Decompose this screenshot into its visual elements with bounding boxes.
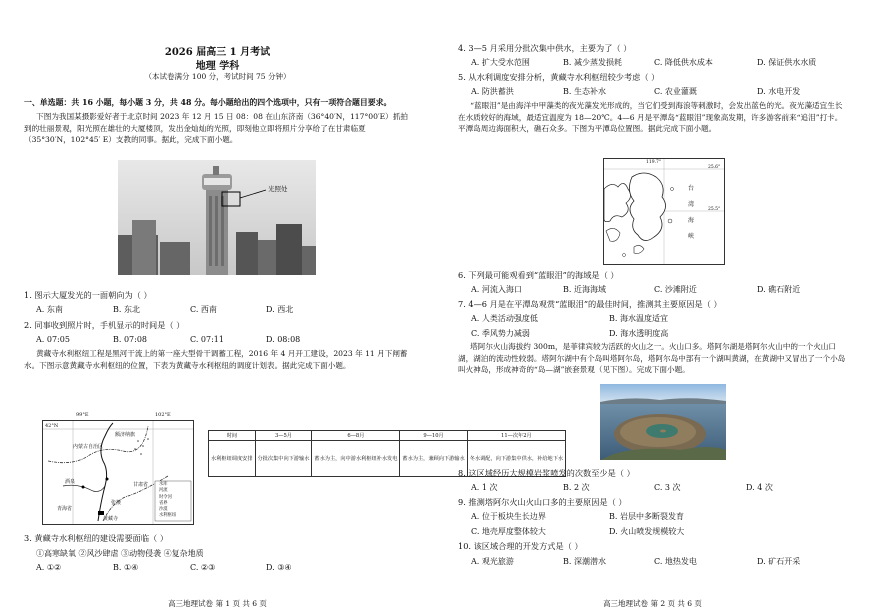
q1-option-a[interactable]: A. 东南 xyxy=(36,305,63,314)
q6-option-d[interactable]: D. 礁石附近 xyxy=(757,285,801,294)
legend-item-province-border: 省界 xyxy=(159,500,168,506)
exam-note: （本试卷满分 100 分，考试时间 75 分钟） xyxy=(144,72,291,81)
q5-option-a[interactable]: A. 防洪蓄洪 xyxy=(471,87,514,96)
question-10: 10. 该区域合理的开发方式是（ ） xyxy=(458,541,583,551)
q7-option-b[interactable]: B. 海水温度适宜 xyxy=(609,314,668,323)
map-lat-42: 42°N xyxy=(45,423,59,429)
q5-option-b[interactable]: B. 生态补水 xyxy=(563,87,606,96)
q8-option-a[interactable]: A. 1 次 xyxy=(471,483,498,492)
table-header-mar-may: 3—5月 xyxy=(255,431,312,441)
q5-option-c[interactable]: C. 农业灌溉 xyxy=(654,87,697,96)
q5-option-d[interactable]: D. 水电开发 xyxy=(757,87,801,96)
question-8: 8. 这区域经历大规模岩浆喷发的次数至少是（ ） xyxy=(458,468,635,478)
reservoir-location-map xyxy=(42,412,194,525)
legend-item-river: 河流 xyxy=(159,488,168,494)
map-city-zhangye: 张掖 xyxy=(111,500,122,506)
map2-lat-label-2: 25.5° xyxy=(708,207,721,212)
q3-statements: ①高寒缺氧 ②风沙肆虐 ③动物侵袭 ④复杂地质 xyxy=(36,549,204,558)
map-region-gansu: 甘肃省 xyxy=(133,482,149,488)
table-cell-sep-oct: 蓄水为主，兼顾向下游输水 xyxy=(400,441,467,477)
map2-lat-label-1: 25.6° xyxy=(708,165,721,170)
question-7: 7. 4—6 月是在平潭岛观赏“蓝眼泪”的最佳时间，推测其主要原因是（ ） xyxy=(458,299,722,309)
question-9: 9. 推测塔阿尔火山火山口多的主要原因是（ ） xyxy=(458,497,627,507)
q10-option-b[interactable]: B. 深潮潜水 xyxy=(563,557,606,566)
q2-option-d[interactable]: D. 08:08 xyxy=(266,335,301,344)
exam-title: 2026 届高三 1 月考试 xyxy=(164,47,271,58)
q9-option-d[interactable]: D. 火山喷发规模较大 xyxy=(609,527,685,536)
q7-option-d[interactable]: D. 海水透明度高 xyxy=(609,329,669,338)
taal-volcano-photo xyxy=(600,384,726,460)
q8-option-c[interactable]: C. 3 次 xyxy=(654,483,681,492)
question-1: 1. 图示大厦发光的一面朝向为（ ） xyxy=(24,290,152,300)
map-lon-102: 102°E xyxy=(155,412,171,418)
q10-option-c[interactable]: C. 地热发电 xyxy=(654,557,697,566)
q7-option-c[interactable]: C. 季风势力减弱 xyxy=(471,329,530,338)
q1-option-b[interactable]: B. 东北 xyxy=(113,305,140,314)
q3-option-c[interactable]: C. ②③ xyxy=(190,563,216,572)
map-city-ejina: 额济纳旗 xyxy=(115,432,136,438)
table-header-nov-feb: 11—次年2月 xyxy=(467,431,565,441)
intro-passage-3: “蓝眼泪”是由海洋中甲藻类的夜光藻发光形成的，当它们受到海浪等刺激时，会发出蓝色的光。夜光藻适宜生长在水质较好的海域，最适宜温度为 18—20℃。4—6 月是平潭岛“蓝眼泪”现象高发期，许多游客前来“追泪”打卡。平潭岛周边海面积大，礁石众多。下图为平潭岛位置图。据此完成下面小题。 xyxy=(458,101,843,133)
table-cell-mar-may: 分批次集中向下游输水 xyxy=(255,441,312,477)
question-6: 6. 下列最可能观看到“蓝眼泪”的海域是（ ） xyxy=(458,270,619,280)
q2-option-b[interactable]: B. 07:08 xyxy=(113,335,148,344)
photo-label: 光照处 xyxy=(268,185,288,193)
table-cell-nov-feb: 冬水调配，向下游集中供水，补给地下水 xyxy=(467,441,565,477)
q9-option-b[interactable]: B. 岩层中多断裂发育 xyxy=(609,512,684,521)
exam-subject: 地理 学科 xyxy=(195,61,240,72)
q6-option-a[interactable]: A. 河流入海口 xyxy=(471,285,522,294)
intro-passage-1: 下图为我国某摄影爱好者于北京时间 2023 年 12 月 15 日 08：08 在山东济南（36°40′N，117°00′E）抓拍到的壮丽景观，阳光照在雄壮的大厦楼顶，发出金灿灿的光照，即刻他立即将照片分享给了在甘肃临夏（35°30′N，102°45′ E）支教的同事。据此，完成下面小题。 xyxy=(24,112,408,144)
q4-option-c[interactable]: C. 降低供水成本 xyxy=(654,58,713,67)
intro-passage-2: 黄藏寺水利枢纽工程是黑河干流上的第一座大型骨干调蓄工程，2016 年 4 月开工建设，2023 年 11 月下闸蓄水。下图示意黄藏寺水利枢纽的位置，下表为黄藏寺水利枢纽的调度计划表。据此完成下面小题。 xyxy=(24,349,408,370)
q4-option-d[interactable]: D. 保证供水水质 xyxy=(757,58,817,67)
question-4: 4. 3—5 月采用分批次集中供水，主要为了（ ） xyxy=(458,43,632,53)
map-city-huangzangsi: 黄藏寺 xyxy=(103,516,119,522)
q8-option-d[interactable]: D. 4 次 xyxy=(746,483,773,492)
legend-item-hydro-hub: 水利枢纽 xyxy=(159,513,177,519)
legend-item-desert: 沙漠 xyxy=(159,507,168,513)
map-region-inner-mongolia: 内蒙古自治区 xyxy=(73,444,104,450)
map2-lon-label: 119.7° xyxy=(646,160,662,165)
legend-item-seasonal-river: 时令河 xyxy=(159,494,172,500)
table-header-time: 时间 xyxy=(209,431,256,441)
q10-option-a[interactable]: A. 观光旅游 xyxy=(471,557,514,566)
q6-option-c[interactable]: C. 沙滩附近 xyxy=(654,285,697,294)
table-header-sep-oct: 9—10月 xyxy=(400,431,467,441)
intro-passage-4: 塔阿尔火山海拔约 300m，是菲律宾较为活跃的火山之一。火山口多。塔阿尔湖是塔阿尔火山中的一个火山口湖，湖泊的流动性较弱。塔阿尔湖中有个岛叫塔阿尔岛，塔阿尔岛中部有一个湖叫黄湖，在黄湖中又冒出了一个小岛叫火神岛，形成神奇的“岛—湖”嵌套景观（见下图）。完成下面小题。 xyxy=(458,342,846,374)
q1-option-d[interactable]: D. 西北 xyxy=(266,305,294,314)
pingtan-island-map xyxy=(603,158,725,265)
legend-item-reservoir: 水库 xyxy=(159,482,168,487)
page-footer-2: 高三地理试卷 第 2 页 共 6 页 xyxy=(603,599,702,608)
exam-page-2 xyxy=(435,0,870,615)
q1-option-c[interactable]: C. 西南 xyxy=(190,305,217,314)
map2-strait-label: 台湾海峡 xyxy=(688,185,695,240)
table-cell-jun-aug: 蓄水为主，向中游水利枢纽补水发电 xyxy=(312,441,400,477)
q3-option-d[interactable]: D. ③④ xyxy=(266,563,292,572)
q7-option-a[interactable]: A. 人类活动强度低 xyxy=(471,314,538,323)
table-header-jun-aug: 6—8月 xyxy=(312,431,400,441)
building-photo xyxy=(118,160,316,275)
q3-option-b[interactable]: B. ①④ xyxy=(113,563,139,572)
page-footer-1: 高三地理试卷 第 1 页 共 6 页 xyxy=(168,599,267,608)
q9-option-c[interactable]: C. 地壳厚度整体较大 xyxy=(471,527,546,536)
q2-option-c[interactable]: C. 07:11 xyxy=(190,335,224,344)
q4-option-b[interactable]: B. 减少蒸发损耗 xyxy=(563,58,622,67)
map-lon-99: 99°E xyxy=(76,412,89,418)
q8-option-b[interactable]: B. 2 次 xyxy=(563,483,590,492)
question-3: 3. 黄藏寺水利枢纽的建设需要面临（ ） xyxy=(24,533,169,543)
q2-option-a[interactable]: A. 07:05 xyxy=(36,335,70,344)
map-legend xyxy=(159,482,191,520)
q4-option-a[interactable]: A. 扩大受水范围 xyxy=(471,58,530,67)
q10-option-d[interactable]: D. 矿石开采 xyxy=(757,557,801,566)
map-region-qinghai: 青海省 xyxy=(57,506,73,512)
q9-option-a[interactable]: A. 位于板块生长边界 xyxy=(471,512,546,521)
q6-option-b[interactable]: B. 近海海域 xyxy=(563,285,606,294)
question-2: 2. 同事收到照片时，手机显示的时间是（ ） xyxy=(24,320,185,330)
table-row-label: 水利枢纽调度安排 xyxy=(209,441,256,477)
section-heading: 一、单选题：共 16 小题，每小题 3 分，共 48 分。每小题给出的四个选项中，只有一项符合题目要求。 xyxy=(24,98,392,107)
q3-option-a[interactable]: A. ①② xyxy=(36,563,62,572)
question-5: 5. 从水利调度安排分析，黄藏寺水利枢纽较少考虑（ ） xyxy=(458,72,660,82)
map-city-jiuquan: 酒泉 xyxy=(65,479,76,485)
